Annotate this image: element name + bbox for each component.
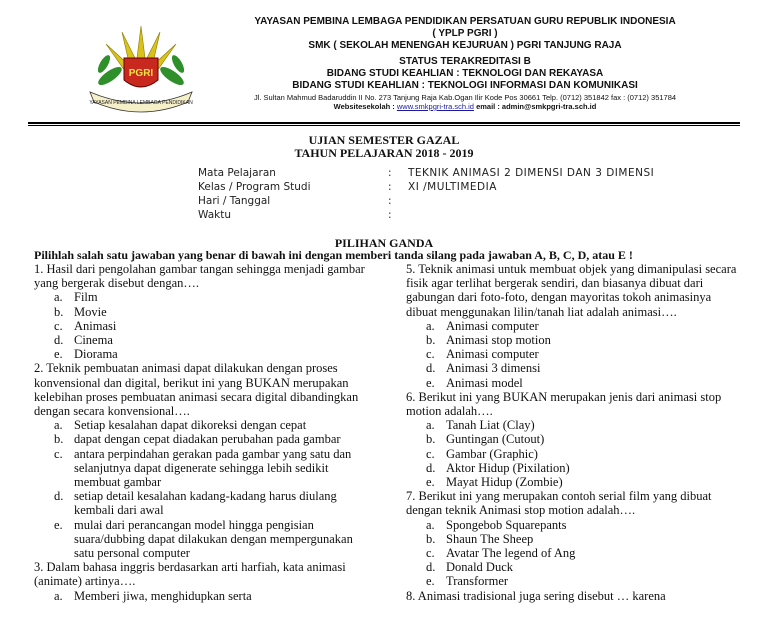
answer-option (406, 546, 741, 560)
option-text: Memberi jiwa, menghidupkan serta (74, 588, 252, 603)
option-letter: d. (426, 560, 436, 575)
option-letter: c. (54, 446, 63, 461)
answer-option (406, 461, 741, 475)
question-text: 5. Teknik animasi untuk membuat objek yang dimanipulasi secara fisik agar terlihat bergerak sendiri, dan biasanya dibuat dari gabungan dari foto-foto, dengan mayoritas tokoh animasinya dibuat menggunakan lilin/tanah liat adalah animasi…. (406, 262, 737, 319)
option-letter: e. (54, 517, 63, 532)
info-label: Waktu (198, 209, 231, 221)
answer-option (406, 560, 741, 574)
option-letter: e. (54, 347, 63, 362)
header-rule-thin (28, 125, 740, 126)
school-name: SMK ( SEKOLAH MENENGAH KEJURUAN ) PGRI TANJUNG RAJA (308, 40, 622, 51)
pgri-logo (84, 18, 198, 114)
option-text: Aktor Hidup (Pixilation) (446, 460, 570, 475)
accreditation: STATUS TERAKREDITASI B (399, 56, 531, 67)
option-letter: a. (426, 517, 435, 532)
option-text: Diorama (74, 347, 118, 362)
letterhead (0, 0, 768, 124)
option-text: Guntingan (Cutout) (446, 432, 545, 447)
option-text: Shaun The Sheep (446, 531, 534, 546)
contact-line (205, 102, 725, 111)
option-text: Gambar (Graphic) (446, 446, 538, 461)
option-letter: a. (54, 588, 63, 603)
option-letter: e. (426, 574, 435, 589)
option-text: Cinema (74, 333, 113, 348)
questions-right-column (406, 262, 741, 603)
answer-option (406, 347, 741, 361)
answer-options (34, 589, 369, 603)
answer-option (406, 475, 741, 489)
section-instruction: Pilihlah salah satu jawaban yang benar di bawah ini dengan memberi tanda silang pada jawaban A, B, C, D, atau E ! (34, 248, 633, 262)
answer-option (406, 361, 741, 375)
question-text: 8. Animasi tradisional juga sering disebut … karena (406, 588, 666, 603)
foundation-abbr: ( YPLP PGRI ) (432, 28, 498, 39)
answer-option (34, 447, 369, 490)
answer-options (34, 290, 369, 361)
option-text: Movie (74, 304, 107, 319)
website-link[interactable]: www.smkpgri-tra.sch.id (396, 102, 474, 111)
option-letter: e. (426, 375, 435, 390)
answer-option (406, 447, 741, 461)
option-letter: e. (426, 475, 435, 490)
info-colon: : (388, 209, 392, 221)
answer-option (406, 319, 741, 333)
answer-option (34, 589, 369, 603)
option-text: Animasi computer (446, 318, 539, 333)
option-letter: c. (426, 446, 435, 461)
option-text: mulai dari perancangan model hingga pengisian suara/dubbing dapat dilakukan dengan mempergunakan satu personal computer (74, 517, 353, 561)
question-text: 6. Berikut ini yang BUKAN merupakan jenis dari animasi stop motion adalah…. (406, 389, 722, 419)
option-letter: b. (54, 304, 64, 319)
question-text: 7. Berikut ini yang merupakan contoh serial film yang dibuat dengan teknik Animasi stop motion adalah…. (406, 489, 712, 518)
question-text: 1. Hasil dari pengolahan gambar tangan sehingga menjadi gambar yang bergerak disebut dengan…. (34, 262, 365, 291)
logo-ribbon-text: YAYASAN PEMBINA LEMBAGA PENDIDIKAN (89, 100, 193, 106)
option-text: Animasi (74, 318, 117, 333)
answer-option (406, 376, 741, 390)
option-letter: d. (54, 489, 64, 504)
option-letter: b. (54, 432, 64, 447)
option-text: dapat dengan cepat diadakan perubahan pada gambar (74, 432, 341, 447)
section-title: PILIHAN GANDA (334, 236, 434, 250)
option-letter: b. (426, 531, 436, 546)
email-label: email : (473, 102, 502, 111)
answer-options (406, 319, 741, 390)
option-letter: d. (426, 460, 436, 475)
option-text: Animasi computer (446, 347, 539, 362)
option-letter: c. (426, 546, 435, 561)
info-label: Hari / Tanggal (198, 195, 271, 207)
answer-option (34, 290, 369, 304)
logo-text: PGRI (128, 68, 154, 79)
answer-option (34, 333, 369, 347)
option-text: Donald Duck (446, 560, 513, 575)
option-letter: a. (54, 418, 63, 433)
answer-option (34, 319, 369, 333)
option-letter: a. (54, 290, 63, 305)
info-label: Mata Pelajaran (198, 167, 276, 179)
info-value: TEKNIK ANIMASI 2 DIMENSI DAN 3 DIMENSI (408, 167, 655, 179)
website-label: Websitesekolah : (333, 102, 397, 111)
option-text: antara perpindahan gerakan pada gambar yang satu dan selanjutnya dapat digenerate sehingga lebih sedikit membuat gambar (74, 446, 352, 490)
option-text: setiap detail kesalahan kadang-kadang harus diulang kembali dari awal (74, 489, 337, 518)
answer-options (34, 418, 369, 560)
answer-option (34, 432, 369, 446)
option-letter: b. (426, 432, 436, 447)
option-letter: c. (54, 318, 63, 333)
option-letter: a. (426, 418, 435, 433)
questions-left-column (34, 262, 369, 603)
option-text: Animasi 3 dimensi (446, 361, 541, 376)
option-letter: d. (426, 361, 436, 376)
option-text: Tanah Liat (Clay) (446, 418, 535, 433)
answer-option (406, 432, 741, 446)
answer-option (34, 305, 369, 319)
foundation-name: YAYASAN PEMBINA LEMBAGA PENDIDIKAN PERSATUAN GURU REPUBLIK INDONESIA (254, 16, 676, 27)
field-2: BIDANG STUDI KEAHLIAN : TEKNOLOGI INFORMASI DAN KOMUNIKASI (292, 80, 638, 91)
exam-year: TAHUN PELAJARAN 2018 - 2019 (294, 146, 474, 160)
answer-option (34, 347, 369, 361)
exam-title: UJIAN SEMESTER GAZAL (308, 133, 460, 147)
option-text: Animasi stop motion (446, 333, 551, 348)
answer-option (406, 418, 741, 432)
info-colon: : (388, 167, 392, 179)
answer-option (406, 518, 741, 532)
answer-option (34, 518, 369, 561)
email-value: admin@smkpgri-tra.sch.id (501, 102, 597, 111)
option-letter: d. (54, 333, 64, 348)
option-letter: a. (426, 318, 435, 333)
field-1: BIDANG STUDI KEAHLIAN : TEKNOLOGI DAN REKAYASA (326, 68, 604, 79)
answer-option (34, 418, 369, 432)
option-text: Mayat Hidup (Zombie) (446, 475, 563, 490)
info-colon: : (388, 181, 392, 193)
answer-option (406, 532, 741, 546)
answer-options (406, 418, 741, 489)
address: Jl. Sultan Mahmud Badaruddin II No. 273 Tanjung Raja Kab.Ogan Ilir Kode Pos 30661 Telp. (0712) 351842 fax : (0712) 351784 (253, 93, 677, 102)
option-letter: b. (426, 333, 436, 348)
option-text: Transformer (446, 574, 509, 589)
answer-option (406, 333, 741, 347)
option-text: Animasi model (446, 375, 523, 390)
question-text: 2. Teknik pembuatan animasi dapat dilakukan dengan proses konvensional dan digital, berikut ini yang BUKAN merupakan kelebihan proses pembuatan animasi secara digital dibandingkan dengan secara konvensional…. (34, 361, 359, 419)
answer-option (406, 574, 741, 588)
question-text: 3. Dalam bahasa inggris berdasarkan arti harfiah, kata animasi (animate) artinya…. (34, 560, 346, 589)
option-text: Setiap kesalahan dapat dikoreksi dengan cepat (74, 418, 307, 433)
option-text: Avatar The legend of Ang (446, 546, 576, 561)
answer-options (406, 518, 741, 589)
option-letter: c. (426, 347, 435, 362)
header-rule-thick (28, 122, 740, 124)
info-value: XI /MULTIMEDIA (408, 181, 497, 193)
info-colon: : (388, 195, 392, 207)
info-label: Kelas / Program Studi (198, 181, 311, 193)
option-text: Film (74, 290, 98, 305)
answer-option (34, 489, 369, 517)
option-text: Spongebob Squarepants (446, 517, 567, 532)
